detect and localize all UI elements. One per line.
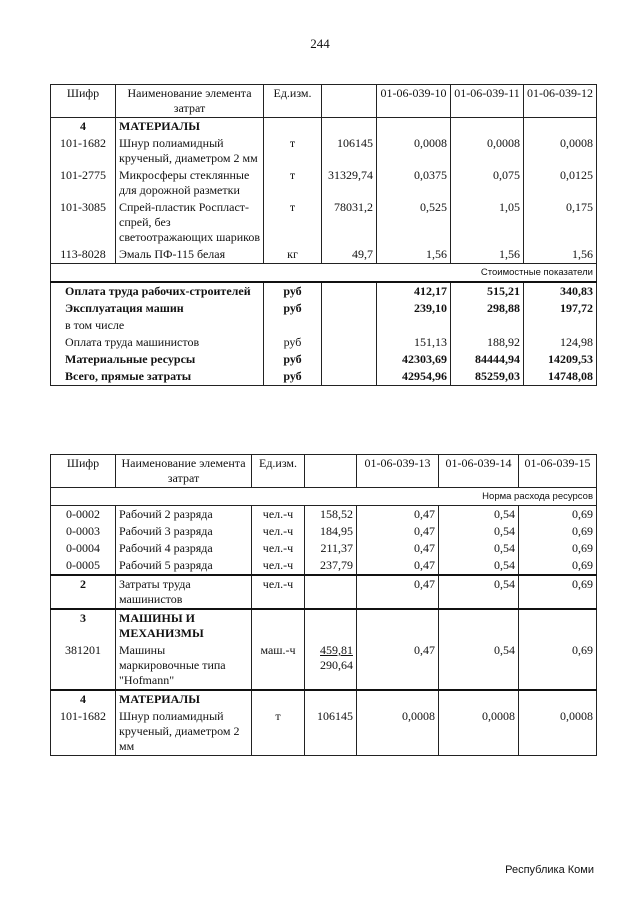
cost-value-1: 42303,69: [377, 351, 451, 368]
row-code: 0-0003: [51, 523, 116, 540]
cost-row: [51, 317, 597, 334]
header-name: Наименование элемента затрат: [116, 455, 252, 488]
row-value-2: 1,56: [451, 246, 524, 264]
section-number: 4: [51, 118, 116, 136]
row-unit: чел.-ч: [252, 557, 305, 575]
table-row: [51, 506, 597, 524]
row-unit: кг: [264, 246, 322, 264]
row-code: 101-2775: [51, 167, 116, 199]
row-price-alt: 290,64: [320, 658, 353, 672]
cost-row: [51, 334, 597, 351]
row-name: Затраты труда машинистов: [116, 575, 252, 609]
header-col-1: 01-06-039-10: [377, 85, 451, 118]
row-value-2: 0,54: [439, 523, 519, 540]
cost-row: [51, 368, 597, 386]
table-row: [51, 135, 597, 167]
header-code: Шифр: [51, 85, 116, 118]
row-name: Машины маркировочные типа "Hofmann": [116, 642, 252, 690]
section-number: 3: [51, 609, 116, 642]
row-code: 101-3085: [51, 199, 116, 246]
cost-value-1: 239,10: [377, 300, 451, 317]
table-row: [51, 540, 597, 557]
row-name: Спрей-пластик Роспласт-спрей, без светоотражающих шариков: [116, 199, 264, 246]
cost-unit: руб: [264, 300, 322, 317]
row-value-1: 0,47: [357, 523, 439, 540]
row-code: 0-0005: [51, 557, 116, 575]
section-row: [51, 609, 597, 642]
row-price: 106145: [322, 135, 377, 167]
cost-value-1: 412,17: [377, 282, 451, 300]
table-row: [51, 708, 597, 756]
row-value-1: 0,0008: [357, 708, 439, 756]
row-value-2: 0,54: [439, 575, 519, 609]
row-value-3: 0,0008: [519, 708, 597, 756]
table-row: [51, 246, 597, 264]
cost-name: Оплата труда рабочих-строителей: [51, 282, 264, 300]
row-price: 184,95: [305, 523, 357, 540]
table-header-row: [51, 455, 597, 488]
footer-region: Республика Коми: [505, 864, 594, 876]
header-unit: Ед.изм.: [252, 455, 305, 488]
header-price: [322, 85, 377, 118]
cost-value-3: 14209,53: [524, 351, 597, 368]
row-price: 106145: [305, 708, 357, 756]
header-name: Наименование элемента затрат: [116, 85, 264, 118]
cost-value-3: 14748,08: [524, 368, 597, 386]
header-code: Шифр: [51, 455, 116, 488]
row-value-2: 0,54: [439, 557, 519, 575]
row-value-1: 1,56: [377, 246, 451, 264]
row-value-3: 1,56: [524, 246, 597, 264]
header-price: [305, 455, 357, 488]
row-unit: чел.-ч: [252, 575, 305, 609]
cost-row: [51, 300, 597, 317]
row-name: Рабочий 4 разряда: [116, 540, 252, 557]
table-row: [51, 199, 597, 246]
page-number: 244: [310, 36, 330, 51]
header-col-3: 01-06-039-12: [524, 85, 597, 118]
table-row: [51, 523, 597, 540]
header-col-2: 01-06-039-14: [439, 455, 519, 488]
row-value-3: 0,69: [519, 506, 597, 524]
table-header-row: [51, 85, 597, 118]
row-value-2: 0,54: [439, 540, 519, 557]
cost-unit: руб: [264, 334, 322, 351]
header-col-3: 01-06-039-15: [519, 455, 597, 488]
cost-value-3: 124,98: [524, 334, 597, 351]
section-title: МАШИНЫ И МЕХАНИЗМЫ: [116, 609, 252, 642]
section-number: 2: [51, 575, 116, 609]
resource-table-2: [50, 454, 597, 756]
section-row: [51, 690, 597, 708]
row-code: 101-1682: [51, 708, 116, 756]
row-value-1: 0,47: [357, 506, 439, 524]
row-name: Рабочий 3 разряда: [116, 523, 252, 540]
row-price: 158,52: [305, 506, 357, 524]
row-code: 113-8028: [51, 246, 116, 264]
row-code: 101-1682: [51, 135, 116, 167]
cost-unit: руб: [264, 351, 322, 368]
table-row: [51, 557, 597, 575]
row-unit: маш.-ч: [252, 642, 305, 690]
header-col-1: 01-06-039-13: [357, 455, 439, 488]
row-value-3: 0,175: [524, 199, 597, 246]
row-code: 0-0002: [51, 506, 116, 524]
cost-value-3: 197,72: [524, 300, 597, 317]
row-price: 31329,74: [322, 167, 377, 199]
row-value-1: 0,47: [357, 540, 439, 557]
row-value-1: 0,47: [357, 557, 439, 575]
cost-value-2: 84444,94: [451, 351, 524, 368]
row-unit: т: [264, 167, 322, 199]
row-value-3: 0,69: [519, 540, 597, 557]
cost-value-1: 42954,96: [377, 368, 451, 386]
row-name: Рабочий 2 разряда: [116, 506, 252, 524]
row-value-2: 0,54: [439, 642, 519, 690]
row-price: 78031,2: [322, 199, 377, 246]
row-price: 459,81: [320, 643, 353, 657]
section-row: [51, 118, 597, 136]
cost-unit: руб: [264, 282, 322, 300]
row-code: 0-0004: [51, 540, 116, 557]
row-price: 211,37: [305, 540, 357, 557]
row-name: Шнур полиамидный крученый, диаметром 2 мм: [116, 135, 264, 167]
row-value-1: 0,47: [357, 642, 439, 690]
row-value-1: 0,47: [357, 575, 439, 609]
row-value-3: 0,69: [519, 575, 597, 609]
cost-name: в том числе: [51, 317, 264, 334]
row-unit: чел.-ч: [252, 506, 305, 524]
section-row: [51, 575, 597, 609]
cost-value-1: [377, 317, 451, 334]
row-code: 381201: [51, 642, 116, 690]
row-unit: т: [264, 135, 322, 167]
cost-label-row: [51, 264, 597, 283]
header-unit: Ед.изм.: [264, 85, 322, 118]
row-value-2: 0,54: [439, 506, 519, 524]
cost-value-3: [524, 317, 597, 334]
table-row: [51, 167, 597, 199]
row-price: 237,79: [305, 557, 357, 575]
header-col-2: 01-06-039-11: [451, 85, 524, 118]
cost-name: Всего, прямые затраты: [51, 368, 264, 386]
cost-value-2: 515,21: [451, 282, 524, 300]
row-value-2: 0,075: [451, 167, 524, 199]
row-unit: чел.-ч: [252, 523, 305, 540]
row-price: 49,7: [322, 246, 377, 264]
row-value-3: 0,69: [519, 557, 597, 575]
row-value-2: 1,05: [451, 199, 524, 246]
section-title: МАТЕРИАЛЫ: [116, 690, 252, 708]
section-number: 4: [51, 690, 116, 708]
row-name: Шнур полиамидный крученый, диаметром 2 мм: [116, 708, 252, 756]
row-unit: т: [252, 708, 305, 756]
norm-label: Норма расхода ресурсов: [51, 488, 597, 506]
norm-label-row: [51, 488, 597, 506]
cost-value-2: 85259,03: [451, 368, 524, 386]
row-unit: т: [264, 199, 322, 246]
table-row: [51, 642, 597, 690]
resource-table-1: [50, 84, 597, 386]
cost-row: [51, 351, 597, 368]
cost-name: Эксплуатация машин: [51, 300, 264, 317]
row-value-3: 0,69: [519, 642, 597, 690]
cost-name: Материальные ресурсы: [51, 351, 264, 368]
row-value-2: 0,0008: [451, 135, 524, 167]
cost-value-3: 340,83: [524, 282, 597, 300]
row-value-3: 0,0125: [524, 167, 597, 199]
row-value-1: 0,0375: [377, 167, 451, 199]
row-name: Эмаль ПФ-115 белая: [116, 246, 264, 264]
cost-unit: руб: [264, 368, 322, 386]
cost-indicators-label: Стоимостные показатели: [51, 264, 597, 283]
row-value-3: 0,69: [519, 523, 597, 540]
row-name: Микросферы стеклянные для дорожной разметки: [116, 167, 264, 199]
row-value-3: 0,0008: [524, 135, 597, 167]
cost-name: Оплата труда машинистов: [51, 334, 264, 351]
row-value-2: 0,0008: [439, 708, 519, 756]
cost-value-2: 298,88: [451, 300, 524, 317]
cost-value-2: 188,92: [451, 334, 524, 351]
cost-unit: [264, 317, 322, 334]
cost-row: [51, 282, 597, 300]
row-unit: чел.-ч: [252, 540, 305, 557]
row-value-1: 0,525: [377, 199, 451, 246]
cost-value-2: [451, 317, 524, 334]
section-title: МАТЕРИАЛЫ: [116, 118, 264, 136]
row-value-1: 0,0008: [377, 135, 451, 167]
row-name: Рабочий 5 разряда: [116, 557, 252, 575]
cost-value-1: 151,13: [377, 334, 451, 351]
